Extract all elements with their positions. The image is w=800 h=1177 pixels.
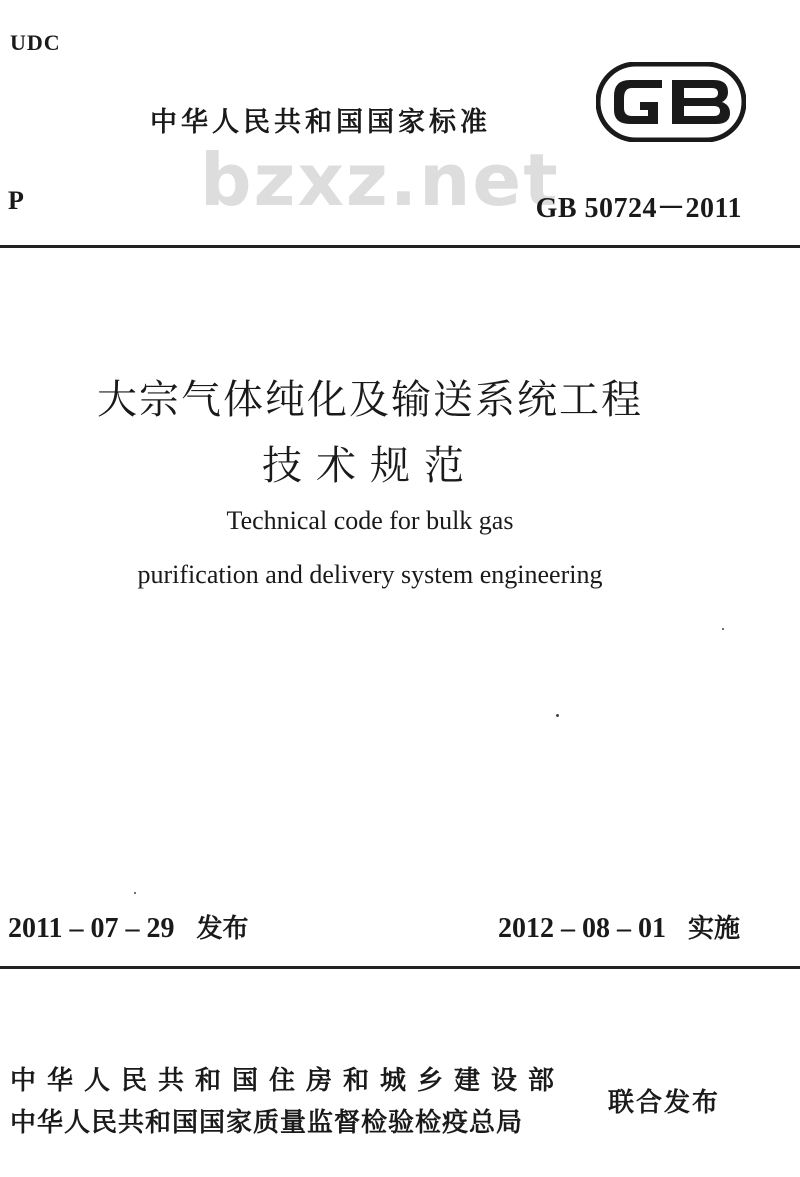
- title-en-line1: Technical code for bulk gas: [226, 506, 514, 535]
- issuer-ministry: 中华人民共和国住房和城乡建设部: [10, 1066, 566, 1096]
- standard-number: GB 50724－2011: [535, 193, 742, 224]
- joint-issue-label: 联合发布: [608, 1088, 721, 1118]
- scan-speck: [556, 714, 559, 717]
- scan-speck: [134, 892, 136, 894]
- title-cn-line2: 技术规范: [262, 443, 478, 489]
- top-divider: [0, 245, 800, 248]
- implement-date-group: [498, 908, 740, 945]
- category-code: P: [8, 186, 24, 215]
- standard-type-title: 中华人民共和国国家标准: [150, 107, 491, 138]
- watermark: bzxz.net: [200, 138, 560, 222]
- title-cn-line1: 大宗气体纯化及输送系统工程: [97, 377, 643, 423]
- gb-logo: [596, 62, 746, 142]
- implement-date: 2012 – 08 – 01: [497, 913, 666, 944]
- issue-label: 发布: [196, 914, 249, 944]
- scan-speck: [722, 628, 724, 630]
- issue-date-group: [8, 908, 248, 945]
- issue-date: 2011 – 07 – 29: [8, 913, 175, 944]
- title-en-line2: purification and delivery system engineering: [137, 560, 603, 589]
- implement-label: 实施: [687, 914, 740, 944]
- udc-label: UDC: [10, 30, 61, 55]
- gb-logo-graphic: [596, 62, 746, 142]
- issuer-aqsiq: 中华人民共和国国家质量监督检验检疫总局: [10, 1108, 524, 1138]
- bottom-divider: [0, 966, 800, 969]
